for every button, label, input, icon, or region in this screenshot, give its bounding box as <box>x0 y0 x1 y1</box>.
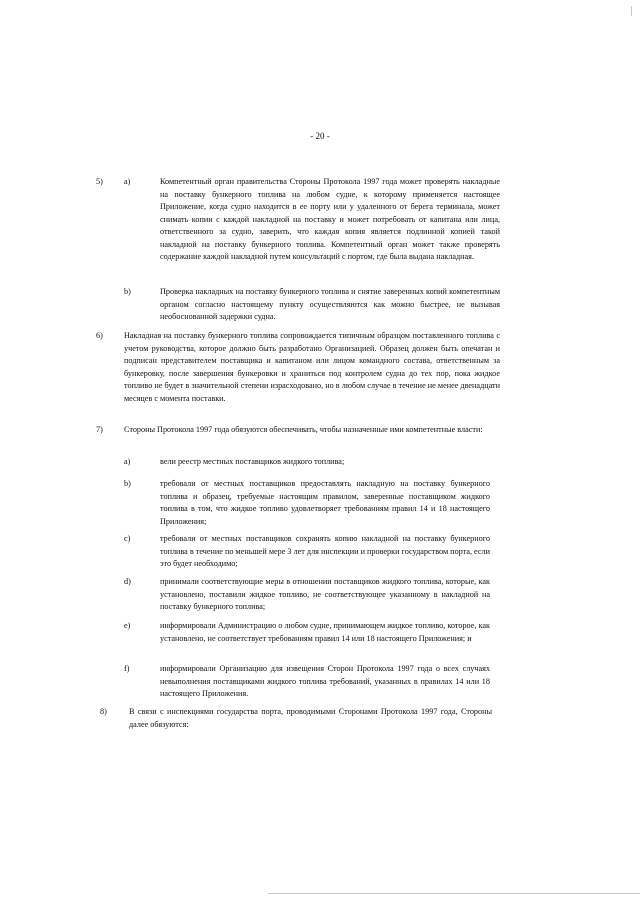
item-8-text: В связи с инспекциями государства порта, проводимыми Сторонами Протокола 1997 года, Стороны далее обязуются: <box>129 707 492 729</box>
item-8-number: 8) <box>100 707 107 716</box>
item-5b-letter: b) <box>124 287 131 296</box>
item-5a-text: Компетентный орган правительства Стороны Протокола 1997 года может проверять накладные на поставку бункерного топлива на любом судне, к которому применяется настоящее Приложение, когда судно находится в ее порту или у удаленного от берега терминала, может снимать копии с каждой накладной на поставку и может потребовать от капитана или лица, ответственного за судно, заверить, что каждая копия является подлинной копией такой накладной на поставку бункерного топлива. Компетентный орган может также проверять содержание каждой накладной путем консультаций с портом, где была выдана накладная. <box>160 177 500 261</box>
item-7-number: 7) <box>96 425 103 434</box>
item-7d-text: принимали соответствующие меры в отношении поставщиков жидкого топлива, которые, как установлено, поставили жидкое топливо, не соответствующее указанному в накладной на поставку бункерного топлива; <box>160 577 490 611</box>
item-7f-text: информировали Организацию для извещения Сторон Протокола 1997 года о всех случаях невыполнения поставщиками жидкого топлива требований, указанных в правилах 14 или 18 настоящего Приложения. <box>160 664 490 698</box>
scan-edge-mark <box>631 6 632 16</box>
item-7a-text: вели реестр местных поставщиков жидкого топлива; <box>160 457 345 466</box>
item-7a-letter: a) <box>124 457 131 466</box>
item-6-number: 6) <box>96 331 103 340</box>
item-7f-letter: f) <box>124 664 130 673</box>
item-7c-text: требовали от местных поставщиков сохранять копию накладной на поставку бункерного топлива в течение по меньшей мере 3 лет для инспекции и проверки государством порта, если это будет необходимо; <box>160 534 490 568</box>
item-5-number: 5) <box>96 177 103 186</box>
item-7e-letter: e) <box>124 621 131 630</box>
item-7b-text: требовали от местных поставщиков предоставлять накладную на поставку бункерного топлива и образец, требуемые настоящим правилом, заверенные поставщиком жидкого топлива в том, что жидкое топливо удовлетворяет требованиям правил 14 и 18 настоящего Приложения; <box>160 479 490 526</box>
item-7b-letter: b) <box>124 479 131 488</box>
item-7e-text: информировали Администрацию о любом судне, принимающем жидкое топливо, которое, как установлено, не соответствует требованиям правил 14 или 18 настоящего Приложения; и <box>160 621 490 643</box>
scan-bottom-edge <box>268 893 640 894</box>
item-7-intro-text: Стороны Протокола 1997 года обязуются обеспечивать, чтобы назначенные ими компетентные власти: <box>124 425 483 434</box>
item-7d-letter: d) <box>124 577 131 586</box>
item-7c-letter: c) <box>124 534 131 543</box>
item-6-text: Накладная на поставку бункерного топлива сопровождается типичным образцом поставленного топлива с учетом руководства, которое должно быть разработано Организацией. Образец должен быть опечатан и подписан представителем поставщика и капитаном или лицом командного состава, ответственным за бункеровку, после завершения бункеровки и храниться под контролем судна до тех пор, пока жидкое топливо не будет в значительной степени израсходовано, но в любом случае в течение не менее двенадцати месяцев с момента поставки. <box>124 331 500 403</box>
item-5b-text: Проверка накладных на поставку бункерного топлива и снятие заверенных копий компетентным органом согласно настоящему пункту осуществляются как можно быстрее, не вызывая необоснованной задержки судна. <box>160 287 500 321</box>
item-5a-letter: a) <box>124 177 131 186</box>
page-number: - 20 - <box>310 131 330 141</box>
